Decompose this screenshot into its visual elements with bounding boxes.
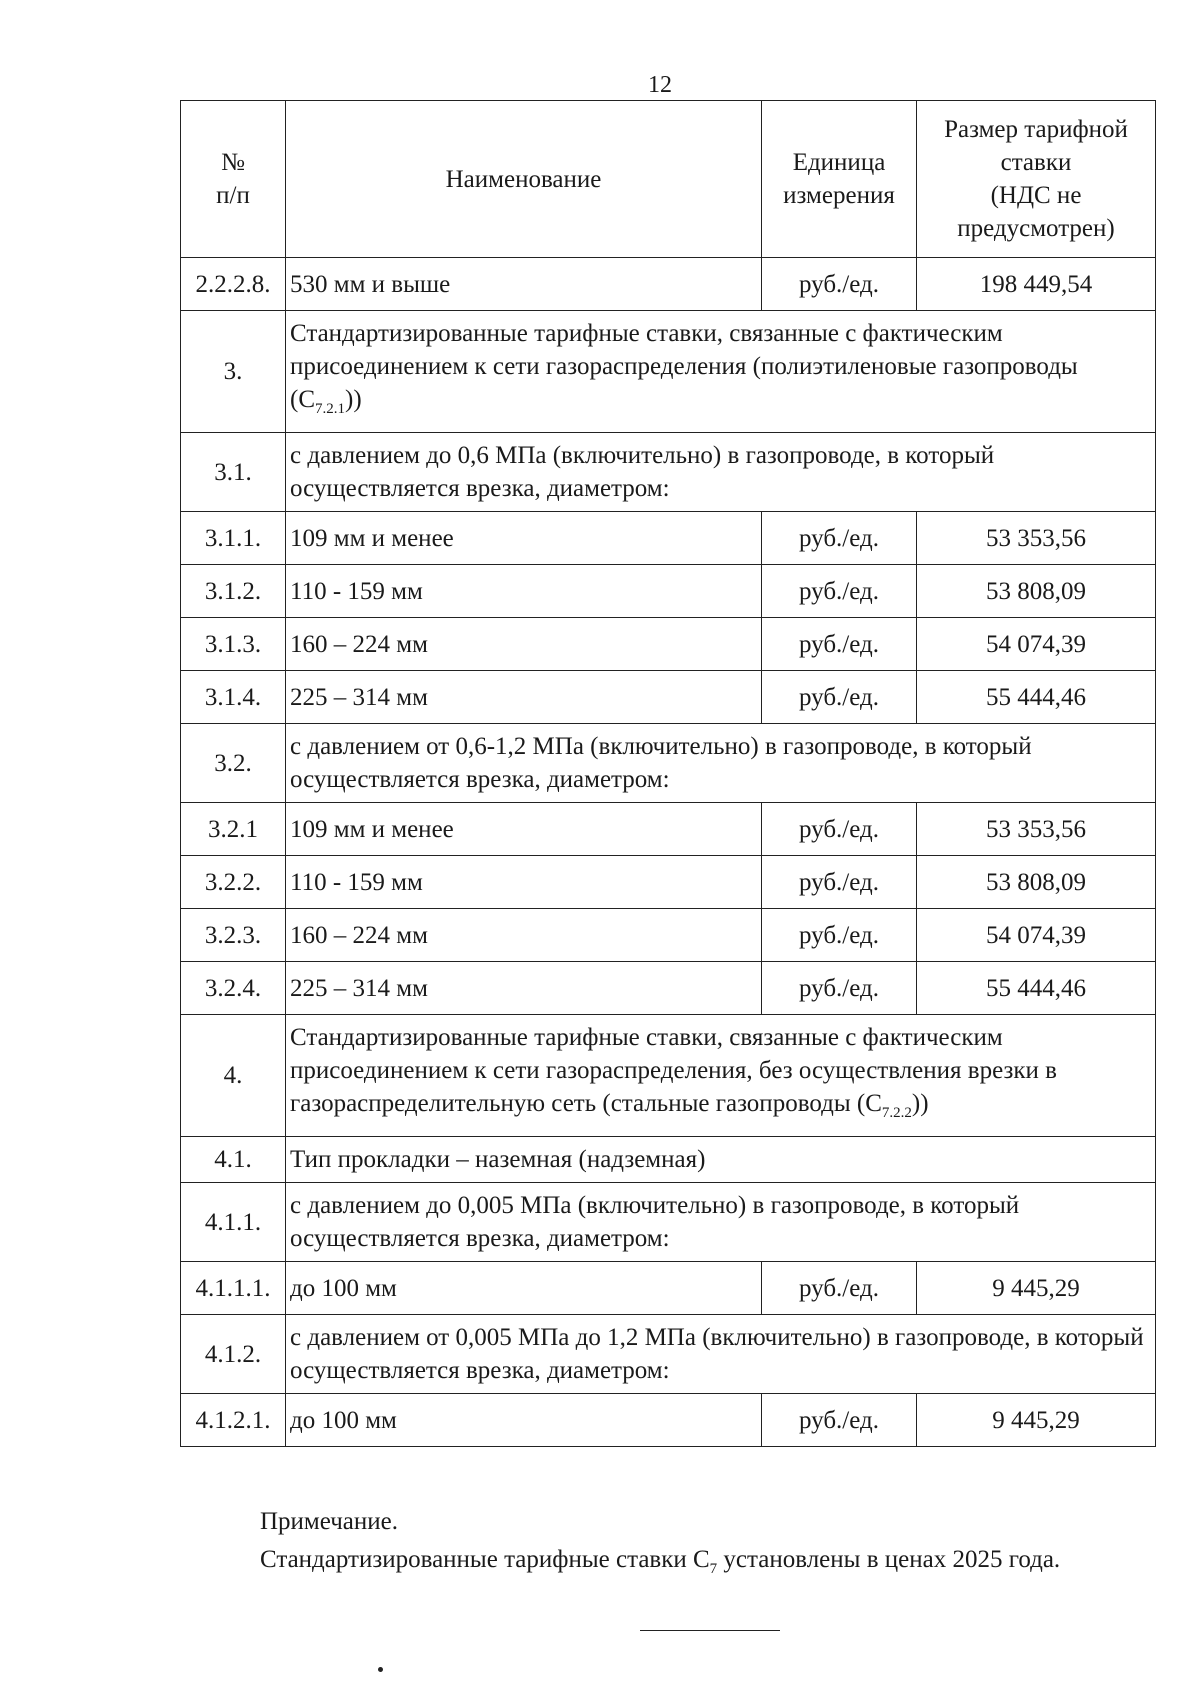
row-num: 4.1.1.: [181, 1183, 286, 1262]
row-num: 4.1.2.: [181, 1315, 286, 1394]
row-name: Тип прокладки – наземная (надземная): [286, 1137, 1156, 1183]
header-num: [181, 101, 286, 258]
section-row: [181, 1015, 1156, 1137]
table-row: [181, 512, 1156, 565]
table-row: [181, 962, 1156, 1015]
row-name-subscript: 7.2.1: [315, 401, 345, 417]
row-name-end: )): [345, 386, 362, 413]
row-value: 53 353,56: [917, 512, 1156, 565]
section-row: [181, 433, 1156, 512]
table-row: [181, 1262, 1156, 1315]
row-num: 3.1.: [181, 433, 286, 512]
row-name: 110 - 159 мм: [286, 856, 762, 909]
row-value: 9 445,29: [917, 1262, 1156, 1315]
row-unit: руб./ед.: [762, 258, 917, 311]
table-row: [181, 803, 1156, 856]
row-value: 198 449,54: [917, 258, 1156, 311]
header-unit-line1: Единица: [792, 149, 886, 176]
row-value: 55 444,46: [917, 962, 1156, 1015]
header-value-line3: (НДС не: [990, 182, 1082, 209]
row-name: с давлением до 0,6 МПа (включительно) в газопроводе, в который осуществляется врезка, диаметром:: [286, 433, 1156, 512]
row-value: 53 808,09: [917, 856, 1156, 909]
table-header-row: [181, 101, 1156, 258]
row-num: 4.: [181, 1015, 286, 1137]
note-text-start: Стандартизированные тарифные ставки С: [260, 1546, 710, 1573]
page-number: 12: [648, 72, 672, 98]
row-num: 4.1.2.1.: [181, 1394, 286, 1447]
note-title: Примечание.: [260, 1508, 399, 1535]
row-num: 3.1.4.: [181, 671, 286, 724]
row-name: 109 мм и менее: [286, 803, 762, 856]
row-name: 160 – 224 мм: [286, 618, 762, 671]
row-value: 53 808,09: [917, 565, 1156, 618]
closing-rule: [640, 1630, 780, 1631]
row-num: 3.2.4.: [181, 962, 286, 1015]
row-name-text: Стандартизированные тарифные ставки, связанные с фактическим присоединением к сети газораспределения (полиэтиленовые газопроводы (C: [290, 320, 1078, 413]
header-unit-line2: измерения: [783, 182, 895, 209]
row-value: 9 445,29: [917, 1394, 1156, 1447]
header-num-line2: п/п: [216, 182, 250, 209]
row-num: 3.2.3.: [181, 909, 286, 962]
row-num: 3.1.2.: [181, 565, 286, 618]
table-row: [181, 258, 1156, 311]
note-text-subscript: 7: [709, 1561, 718, 1577]
row-num: 4.1.1.1.: [181, 1262, 286, 1315]
row-name: 110 - 159 мм: [286, 565, 762, 618]
header-unit: [762, 101, 917, 258]
row-num: 4.1.: [181, 1137, 286, 1183]
row-name: с давлением от 0,6-1,2 МПа (включительно) в газопроводе, в который осуществляется врезка, диаметром:: [286, 724, 1156, 803]
row-name: 109 мм и менее: [286, 512, 762, 565]
section-row: [181, 724, 1156, 803]
row-name: с давлением от 0,005 МПа до 1,2 МПа (включительно) в газопроводе, в который осуществляется врезка, диаметром:: [286, 1315, 1156, 1394]
row-unit: руб./ед.: [762, 803, 917, 856]
row-unit: руб./ед.: [762, 1394, 917, 1447]
header-name: Наименование: [286, 101, 762, 258]
row-name: до 100 мм: [286, 1394, 762, 1447]
section-row: [181, 1137, 1156, 1183]
stray-dot: [378, 1667, 383, 1672]
header-value-line1: Размер тарифной: [944, 116, 1128, 143]
note-text: [186, 1542, 1132, 1587]
row-name: 225 – 314 мм: [286, 962, 762, 1015]
row-name: с давлением до 0,005 МПа (включительно) в газопроводе, в который осуществляется врезка, диаметром:: [286, 1183, 1156, 1262]
table-row: [181, 565, 1156, 618]
row-num: 3.2.: [181, 724, 286, 803]
header-value-line4: предусмотрен): [957, 215, 1115, 242]
row-name: 530 мм и выше: [286, 258, 762, 311]
header-value-line2: ставки: [1000, 149, 1072, 176]
header-value: [917, 101, 1156, 258]
table-row: [181, 909, 1156, 962]
row-name: до 100 мм: [286, 1262, 762, 1315]
row-num: 2.2.2.8.: [181, 258, 286, 311]
row-value: 55 444,46: [917, 671, 1156, 724]
row-num: 3.: [181, 311, 286, 433]
row-unit: руб./ед.: [762, 1262, 917, 1315]
table-row: [181, 618, 1156, 671]
row-num: 3.1.1.: [181, 512, 286, 565]
note-text-end: установлены в ценах 2025 года.: [717, 1546, 1061, 1573]
section-row: [181, 1315, 1156, 1394]
row-unit: руб./ед.: [762, 671, 917, 724]
table-row: [181, 671, 1156, 724]
row-name-text: Стандартизированные тарифные ставки, связанные с фактическим присоединением к сети газораспределения, без осуществления врезки в газораспределительную сеть (стальные газопроводы (C: [290, 1024, 1057, 1117]
row-name: [286, 1015, 1156, 1137]
row-unit: руб./ед.: [762, 962, 917, 1015]
row-num: 3.1.3.: [181, 618, 286, 671]
header-num-line1: №: [221, 149, 245, 176]
row-name: 225 – 314 мм: [286, 671, 762, 724]
table-row: [181, 1394, 1156, 1447]
row-value: 53 353,56: [917, 803, 1156, 856]
row-unit: руб./ед.: [762, 565, 917, 618]
row-name-subscript: 7.2.2: [881, 1105, 912, 1121]
row-unit: руб./ед.: [762, 909, 917, 962]
row-unit: руб./ед.: [762, 618, 917, 671]
tariff-table: [180, 100, 1156, 1447]
table-row: [181, 856, 1156, 909]
row-unit: руб./ед.: [762, 512, 917, 565]
row-unit: руб./ед.: [762, 856, 917, 909]
row-value: 54 074,39: [917, 909, 1156, 962]
section-row: [181, 311, 1156, 433]
row-num: 3.2.2.: [181, 856, 286, 909]
row-name: [286, 311, 1156, 433]
row-name: 160 – 224 мм: [286, 909, 762, 962]
row-name-end: )): [911, 1090, 929, 1117]
row-num: 3.2.1: [181, 803, 286, 856]
section-row: [181, 1183, 1156, 1262]
row-value: 54 074,39: [917, 618, 1156, 671]
